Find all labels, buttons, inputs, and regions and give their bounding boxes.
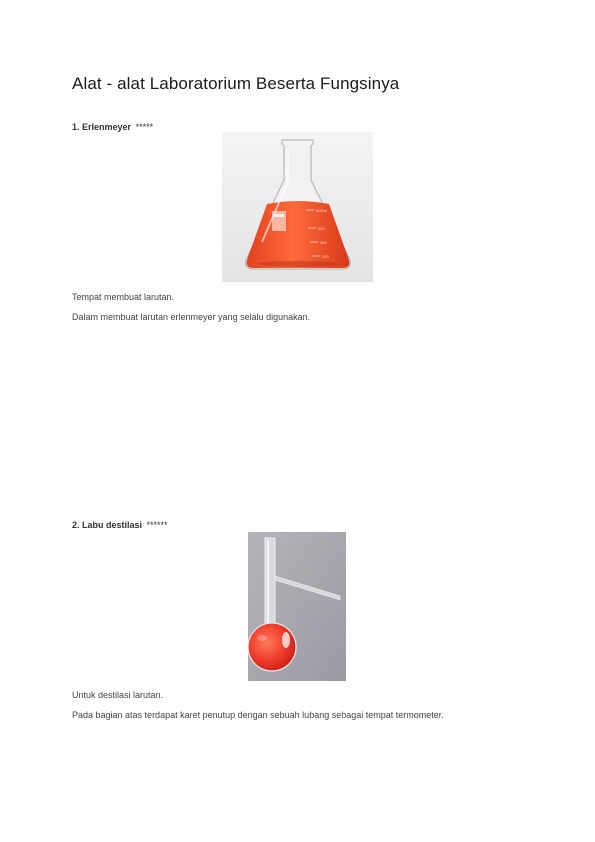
- paragraph: Tempat membuat larutan.: [72, 292, 175, 302]
- flask-mark-500: 500ml: [316, 208, 327, 213]
- section-heading-stars: ******: [146, 520, 168, 530]
- flask-mark-400: 400: [318, 226, 325, 231]
- paragraph: Pada bagian atas terdapat karet penutup dengan sebuah lubang sebagai tempat termometer.: [72, 710, 444, 720]
- distillation-flask-photo: [248, 532, 346, 681]
- flask-mark-300: 300: [320, 240, 327, 245]
- erlenmeyer-flask-photo: [222, 132, 373, 282]
- paragraph: Dalam membuat larutan erlenmeyer yang selalu digunakan.: [72, 312, 311, 322]
- section-heading-erlenmeyer: [72, 122, 153, 132]
- page-title: Alat - alat Laboratorium Beserta Fungsinya: [72, 74, 400, 93]
- section-heading-stars: *****: [135, 122, 154, 132]
- paragraph: Untuk destilasi larutan.: [72, 690, 164, 700]
- section-heading-labu-destilasi: [72, 520, 168, 530]
- section-heading-label: 2. Labu destilasi: [72, 520, 143, 530]
- flask-mark-200: 200: [322, 254, 329, 259]
- section-heading-label: 1. Erlenmeyer: [72, 122, 132, 132]
